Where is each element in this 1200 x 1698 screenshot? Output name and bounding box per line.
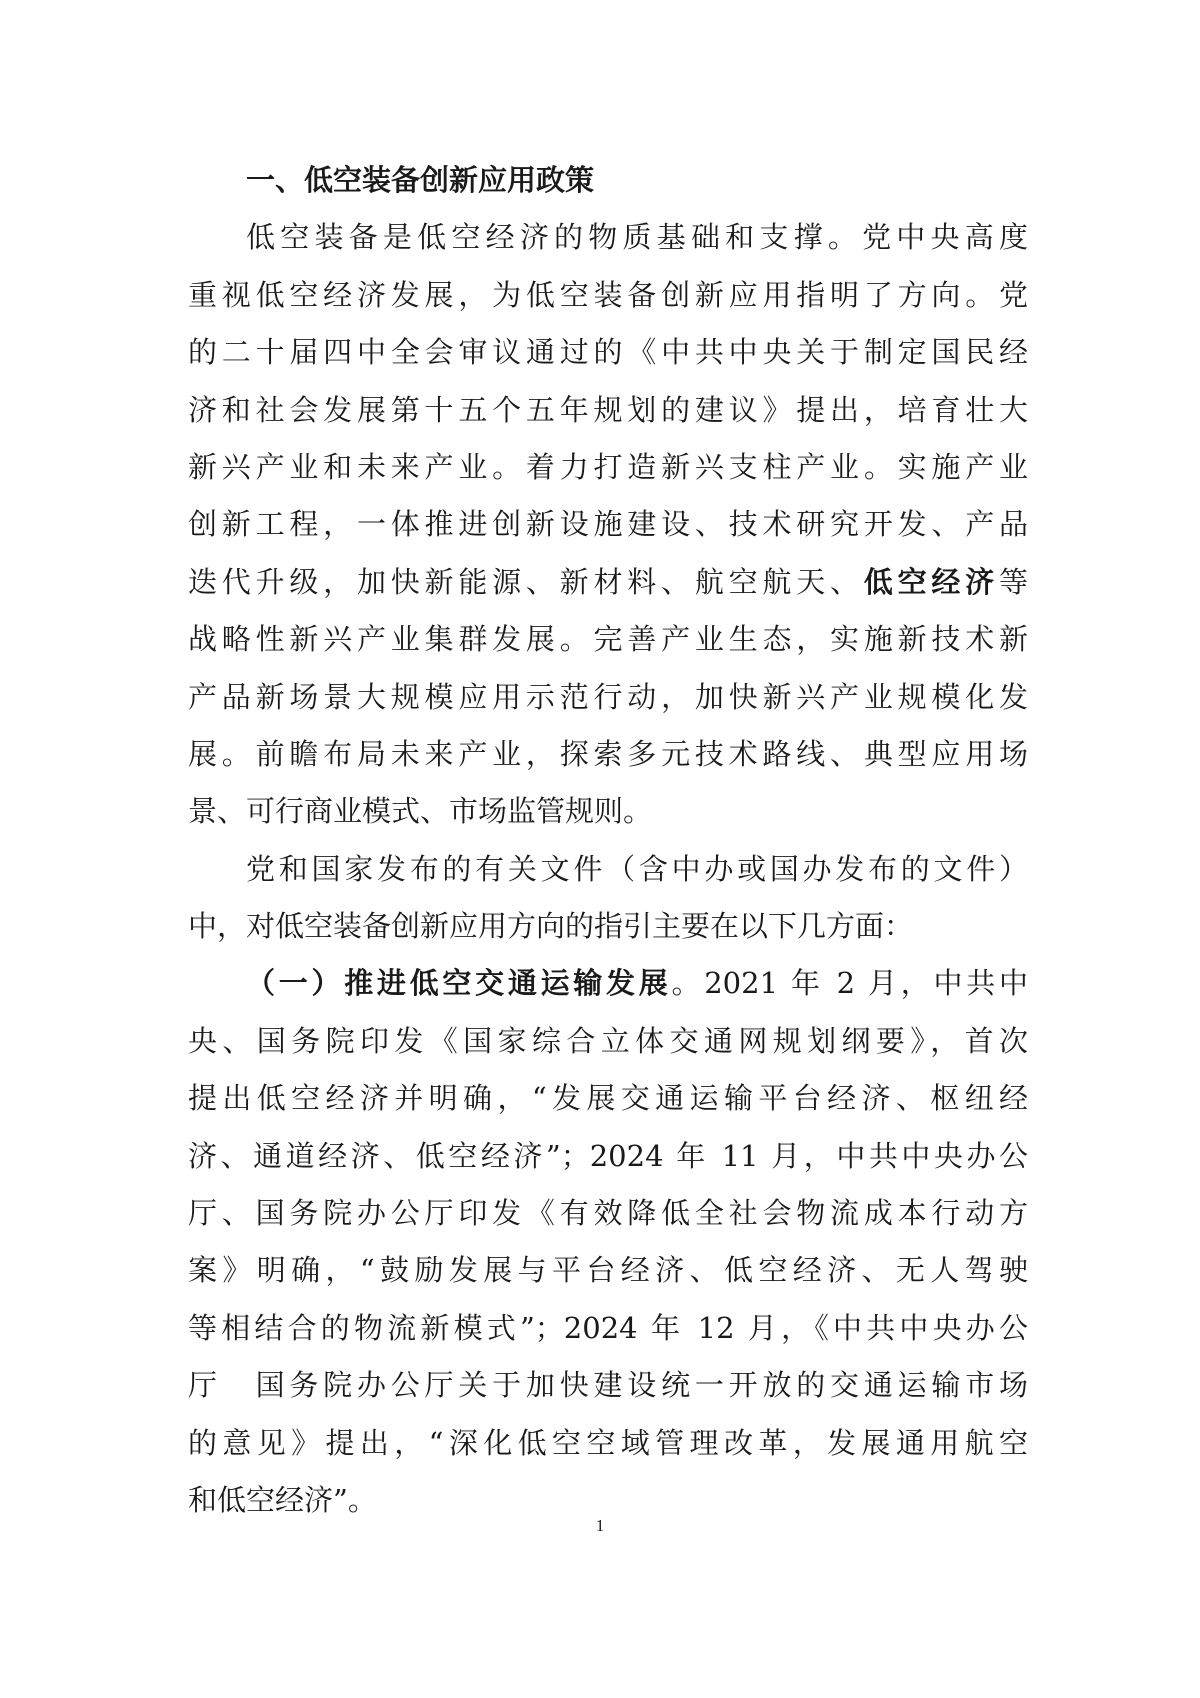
- text-line: 新兴产业和未来产业。着力打造新兴支柱产业。实施产业: [188, 449, 1028, 484]
- text-segment: 迭代升级，加快新能源、新材料、航空航天、: [188, 564, 864, 599]
- text-segment: 。2021 年 2 月，中共中: [671, 966, 1028, 1001]
- text-line: 和低空经济”。: [188, 1482, 377, 1517]
- text-line: 创新工程，一体推进创新设施建设、技术研究开发、产品: [188, 507, 1028, 542]
- bold-emphasis: 低空经济: [863, 564, 999, 599]
- text-line: [188, 955, 1028, 1012]
- paragraph-2: [188, 841, 1028, 956]
- text-line: 的意见》提出，“深化低空空域管理改革，发展通用航空: [188, 1425, 1028, 1460]
- subsection-title: （一）推进低空交通运输发展: [246, 966, 672, 1001]
- document-body: [188, 152, 1028, 1529]
- text-line: 展。前瞻布局未来产业，探索多元技术路线、典型应用场: [188, 736, 1028, 771]
- text-line: 厅 国务院办公厅关于加快建设统一开放的交通运输市场: [188, 1368, 1028, 1403]
- text-line: 战略性新兴产业集群发展。完善产业生态，实施新技术新: [188, 622, 1028, 657]
- text-line: 中，对低空装备创新应用方向的指引主要在以下几方面：: [188, 909, 914, 944]
- text-line: [188, 554, 1028, 611]
- text-line: 厅、国务院办公厅印发《有效降低全社会物流成本行动方: [188, 1196, 1028, 1231]
- text-line: 济和社会发展第十五个五年规划的建议》提出，培育壮大: [188, 392, 1028, 427]
- text-line: 景、可行商业模式、市场监管规则。: [188, 794, 653, 829]
- text-line: 重视低空经济发展，为低空装备创新应用指明了方向。党: [188, 277, 1028, 312]
- text-segment: 等: [998, 564, 1028, 599]
- paragraph-1: [188, 209, 1028, 840]
- page-number: 1: [595, 1516, 605, 1535]
- text-line: 的二十届四中全会审议通过的《中共中央关于制定国民经: [188, 335, 1028, 370]
- text-line: 济、通道经济、低空经济”；2024 年 11 月，中共中央办公: [188, 1138, 1028, 1173]
- section-heading: 一、低空装备创新应用政策: [246, 163, 595, 197]
- paragraph-3: [188, 955, 1028, 1529]
- text-line: 央、国务院印发《国家综合立体交通网规划纲要》，首次: [188, 1023, 1028, 1058]
- text-line: 等相结合的物流新模式”；2024 年 12 月，《中共中央办公: [188, 1310, 1028, 1345]
- text-line: 产品新场景大规模应用示范行动，加快新兴产业规模化发: [188, 679, 1028, 714]
- text-line: 案》明确，“鼓励发展与平台经济、低空经济、无人驾驶: [188, 1253, 1028, 1288]
- text-line: 低空装备是低空经济的物质基础和支撑。党中央高度: [246, 220, 1028, 255]
- text-line: 党和国家发布的有关文件（含中办或国办发布的文件）: [246, 851, 1028, 886]
- text-line: 提出低空经济并明确，“发展交通运输平台经济、枢纽经: [188, 1081, 1028, 1116]
